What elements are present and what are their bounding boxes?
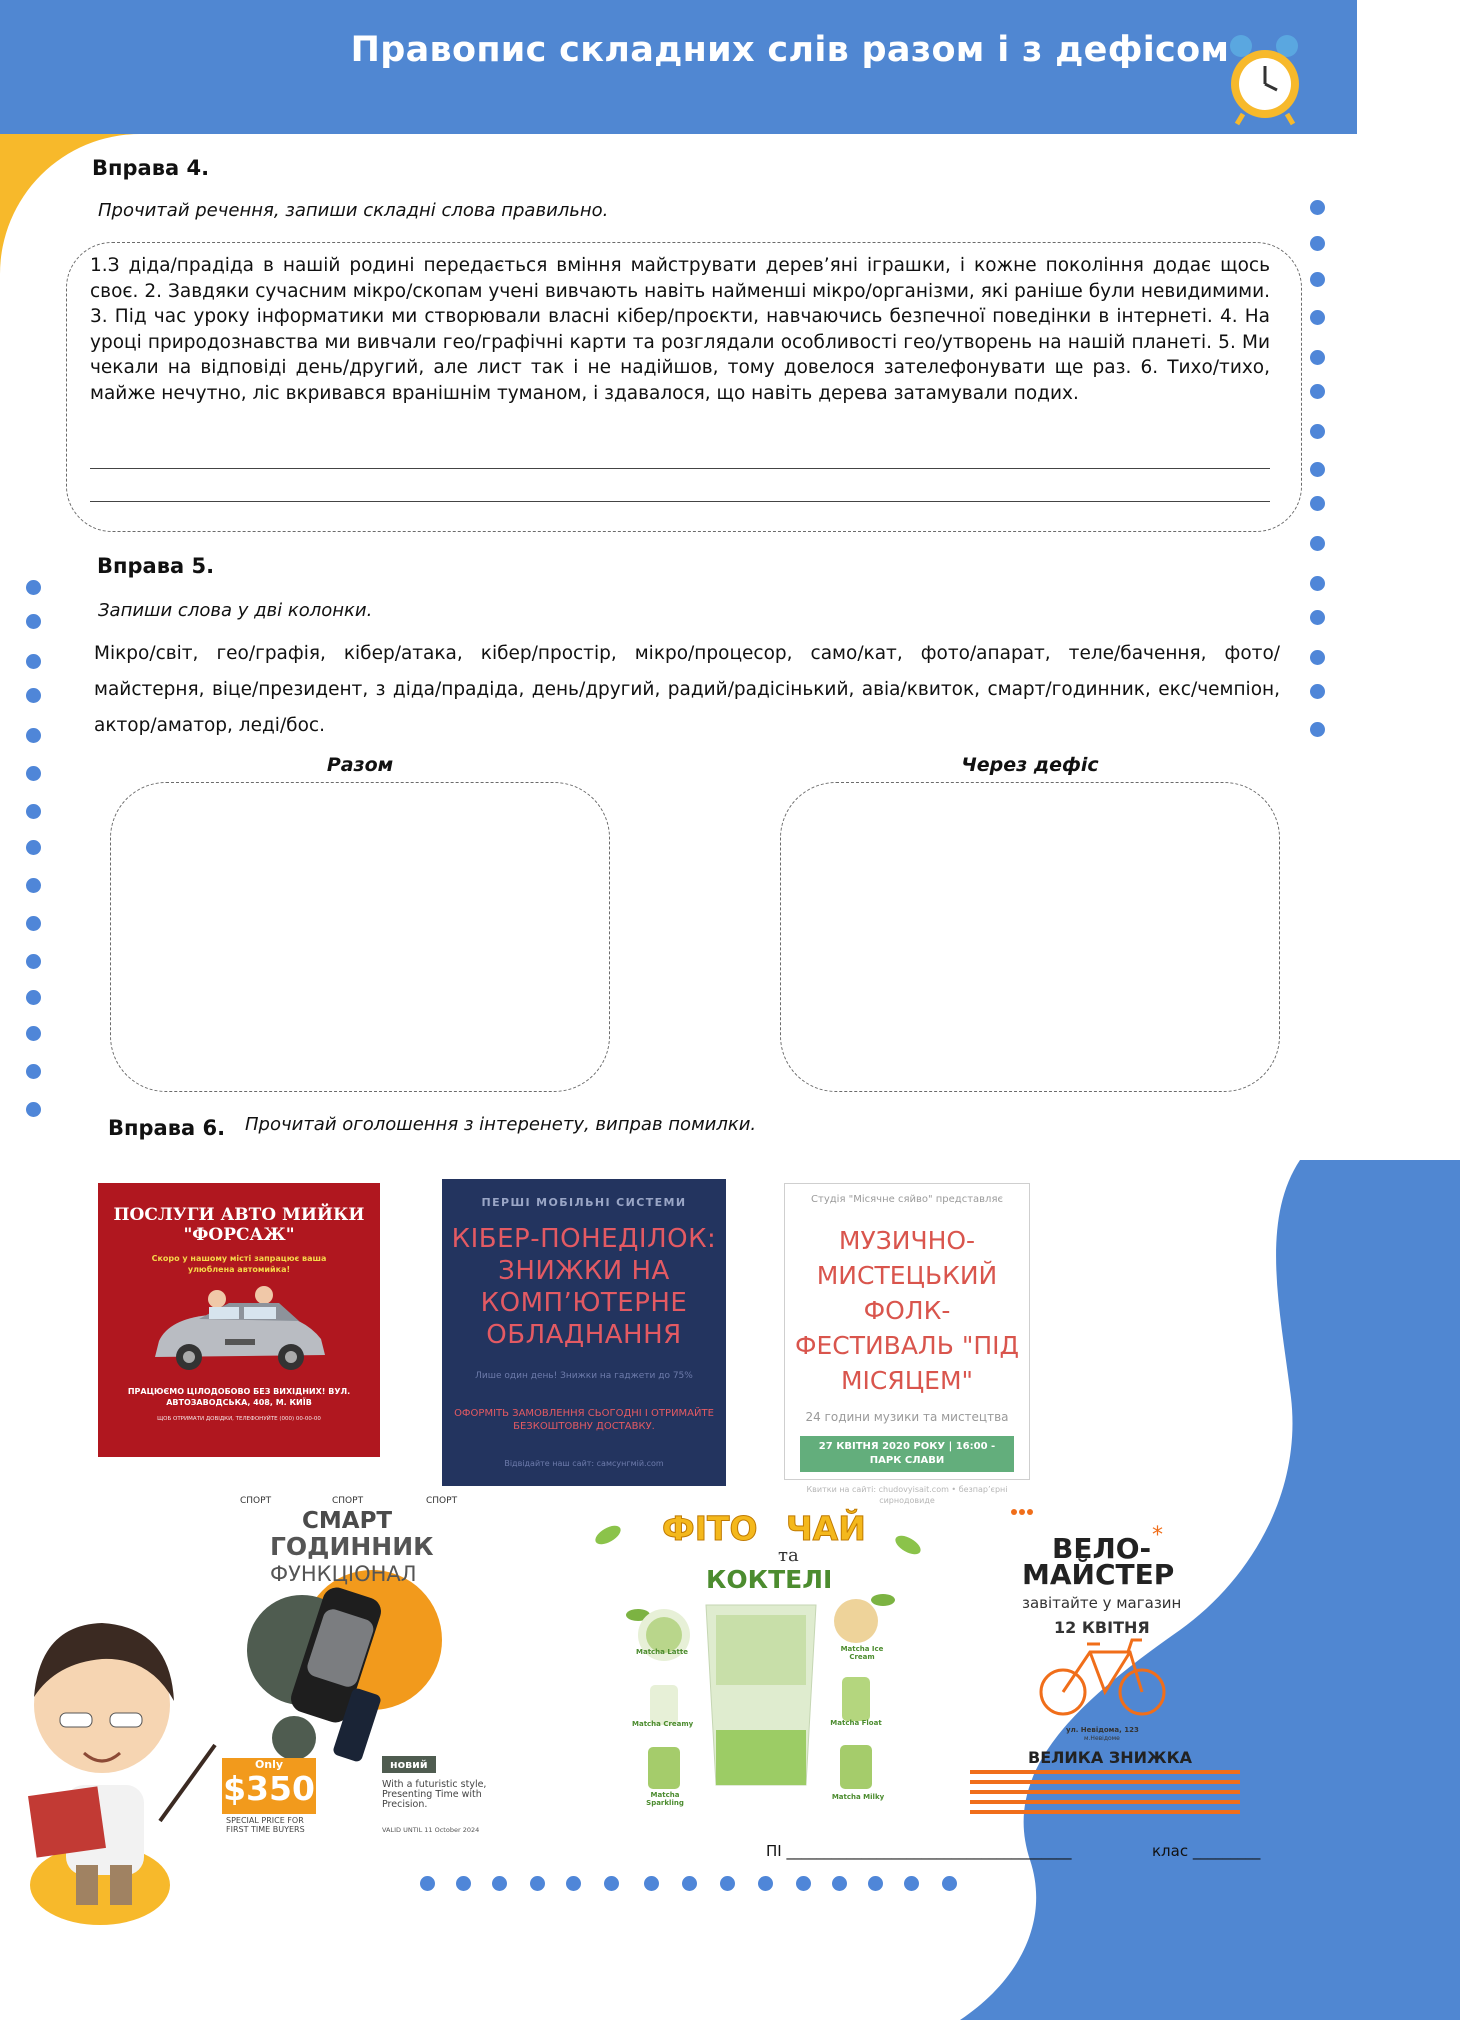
ad-subtitle: Скоро у нашому місті запрацює ваша улюблена автомийка! <box>151 1254 327 1274</box>
ad-valid-until: VALID UNTIL 11 October 2024 <box>382 1826 480 1834</box>
ad-title-word3: та <box>778 1545 799 1566</box>
ad-title: ПОСЛУГИ АВТО МИЙКИ "ФОРСАЖ" <box>113 1205 365 1245</box>
student-class-field[interactable]: клас _________ <box>1152 1842 1261 1860</box>
ad-address-line2: м.Невідоме <box>1084 1735 1120 1742</box>
teacher-character <box>10 1585 220 1920</box>
tag-label: СПОРТ <box>240 1496 272 1506</box>
price-badge <box>222 1758 316 1814</box>
ad-sale-label: ВЕЛИКА ЗНИЖКА <box>1028 1748 1193 1767</box>
menu-item: Matcha Creamy <box>632 1720 694 1728</box>
svg-text:*: * <box>1152 1523 1163 1548</box>
ad-title-word4: КОКТЕЛІ <box>706 1565 833 1594</box>
ad-title-line1: СМАРТ <box>302 1508 393 1534</box>
ad-date-banner: 27 КВІТНЯ 2020 РОКУ | 16:00 - ПАРК СЛАВИ <box>800 1436 1014 1472</box>
ad-cyber-monday <box>442 1179 726 1486</box>
ad-subtitle: Лише один день! Знижки на гаджети до 75% <box>475 1371 693 1381</box>
menu-item: Matcha Latte <box>636 1648 688 1656</box>
new-badge: новий <box>382 1756 436 1773</box>
exercise-4-text: 1.З діда/прадіда в нашій родині передається вміння майструвати дерев’яні іграшки, і кожне покоління додає щось своє. 2. Завдяки сучасним мікро/скопам учені вивчають навіть найменші мікро/організми, які раніше були невидимими. 3. Під час уроку інформатики ми створювали власні кібер/проєкти, навчаючись безпечної поведінки в інтернеті. 4. На уроці природознавства ми вивчали гео/графічні карти та розглядали особливості гео/утворень на нашій планеті. 5. Ми чекали на відповіді день/другий, але лист так і не надійшов, тому довелося зателефонувати ще раз. 6. Тихо/тихо, майже нечутно, ліс вкривався вранішнім туманом, і здавалося, що навіть дерева затамували подих. <box>90 255 1270 404</box>
ad-smart-watch <box>222 1490 522 1835</box>
ad-title-word1: ФІТО <box>662 1509 758 1548</box>
ad-address-line1: ул. Невідома, 123 <box>1066 1726 1139 1734</box>
column-heading-hyphen: Через дефіс <box>961 754 1099 776</box>
answer-box-hyphen[interactable] <box>780 782 1280 1092</box>
menu-item: Matcha Sparkling <box>646 1791 684 1807</box>
ad-folk-festival <box>784 1183 1030 1505</box>
ad-tea-cocktails <box>588 1505 938 1835</box>
tea-graphic <box>588 1505 938 1835</box>
answer-line[interactable] <box>90 468 1270 469</box>
exercise-5-instruction: Запиши слова у дві колонки. <box>98 600 373 621</box>
answer-line[interactable] <box>90 501 1270 502</box>
tag-label: СПОРТ <box>426 1496 458 1506</box>
ad-title-line2: МАЙСТЕР <box>1022 1558 1175 1591</box>
ad-title: КІБЕР-ПОНЕДІЛОК: ЗНИЖКИ НА КОМП’ЮТЕРНЕ ОБЛАДНАННЯ <box>451 1224 717 1350</box>
ad-site: Відвідайте наш сайт: самсунгмій.com <box>504 1459 664 1468</box>
column-heading-together: Разом <box>326 754 394 776</box>
exercise-6-heading: Вправа 6. <box>108 1116 226 1140</box>
ad-title-line1: ВЕЛО- <box>1052 1532 1152 1565</box>
ad-subtitle: 24 години музики та мистецтва <box>805 1410 1009 1424</box>
student-name-field[interactable]: ПІ ______________________________________ <box>766 1842 1072 1860</box>
ad-title: МУЗИЧНО-МИСТЕЦЬКИЙ ФОЛК-ФЕСТИВАЛЬ "ПІД МІСЯЦЕМ" <box>794 1226 1020 1395</box>
menu-item: Matcha Float <box>830 1719 882 1727</box>
menu-item: Matcha Ice Cream <box>840 1645 884 1661</box>
tag-label: СПОРТ <box>332 1496 364 1506</box>
price-note: SPECIAL PRICE FOR FIRST TIME BUYERS <box>226 1816 305 1834</box>
ad-info: ПРАЦЮЄМО ЦІЛОДОБОВО БЕЗ ВИХІДНИХ! ВУЛ. АВТОЗАВОДСЬКА, 408, М. КИЇВ <box>127 1387 351 1407</box>
alarm-clock-icon <box>1225 26 1311 126</box>
exercise-6-instruction: Прочитай оголошення з інтеренету, виправ помилки. <box>245 1114 757 1135</box>
menu-item: Matcha Milky <box>831 1793 885 1801</box>
page-title: Правопис складних слів разом і з дефісом <box>350 30 1230 70</box>
answer-box-together[interactable] <box>110 782 610 1092</box>
ad-top-label: ПЕРШІ МОБІЛЬНІ СИСТЕМИ <box>481 1196 687 1209</box>
price-value: $350 <box>223 1769 315 1808</box>
exercise-4-instruction: Прочитай речення, запиши складні слова правильно. <box>98 200 609 221</box>
exercise-5-heading: Вправа 5. <box>97 554 215 578</box>
ad-small-print: ЩОБ ОТРИМАТИ ДОВІДКИ, ТЕЛЕФОНУЙТЕ (000) 00-00-00 <box>157 1416 321 1422</box>
ad-car-wash <box>98 1183 380 1457</box>
exercise-4-heading: Вправа 4. <box>92 156 210 180</box>
ad-top-label: Студія "Місячне сяйво" представляє <box>811 1194 1003 1205</box>
ad-subtitle: завітайте у магазин <box>1022 1594 1182 1612</box>
ad-tickets: Квитки на сайті: chudovyisait.com • безпар’єрні сирнодовиде <box>806 1485 1008 1505</box>
exercise-5-words: Мікро/світ, гео/графія, кібер/атака, кібер/простір, мікро/процесор, само/кат, фото/апарат, теле/бачення, фото/майстерня, віце/президент, з діда/прадіда, день/другий, радий/радісінький, авіа/квиток, смарт/годинник, екс/чемпіон, актор/аматор, леді/бос. <box>94 643 1280 736</box>
ad-cta: ОФОРМІТЬ ЗАМОВЛЕННЯ СЬОГОДНІ І ОТРИМАЙТЕ БЕЗКОШТОВНУ ДОСТАВКУ. <box>454 1408 714 1432</box>
ad-date: 12 КВІТНЯ <box>1054 1618 1150 1637</box>
ad-title-word2: ЧАЙ <box>786 1509 866 1548</box>
car-image <box>139 1281 339 1376</box>
ad-description: With a futuristic style, Presenting Time with Precision. <box>382 1779 487 1810</box>
price-only-label: Only <box>254 1758 284 1771</box>
ad-title-line3: ФУНКЦІОНАЛ <box>270 1562 417 1586</box>
ad-velo-master <box>960 1502 1260 1822</box>
ad-title-line2: ГОДИННИК <box>270 1532 434 1561</box>
